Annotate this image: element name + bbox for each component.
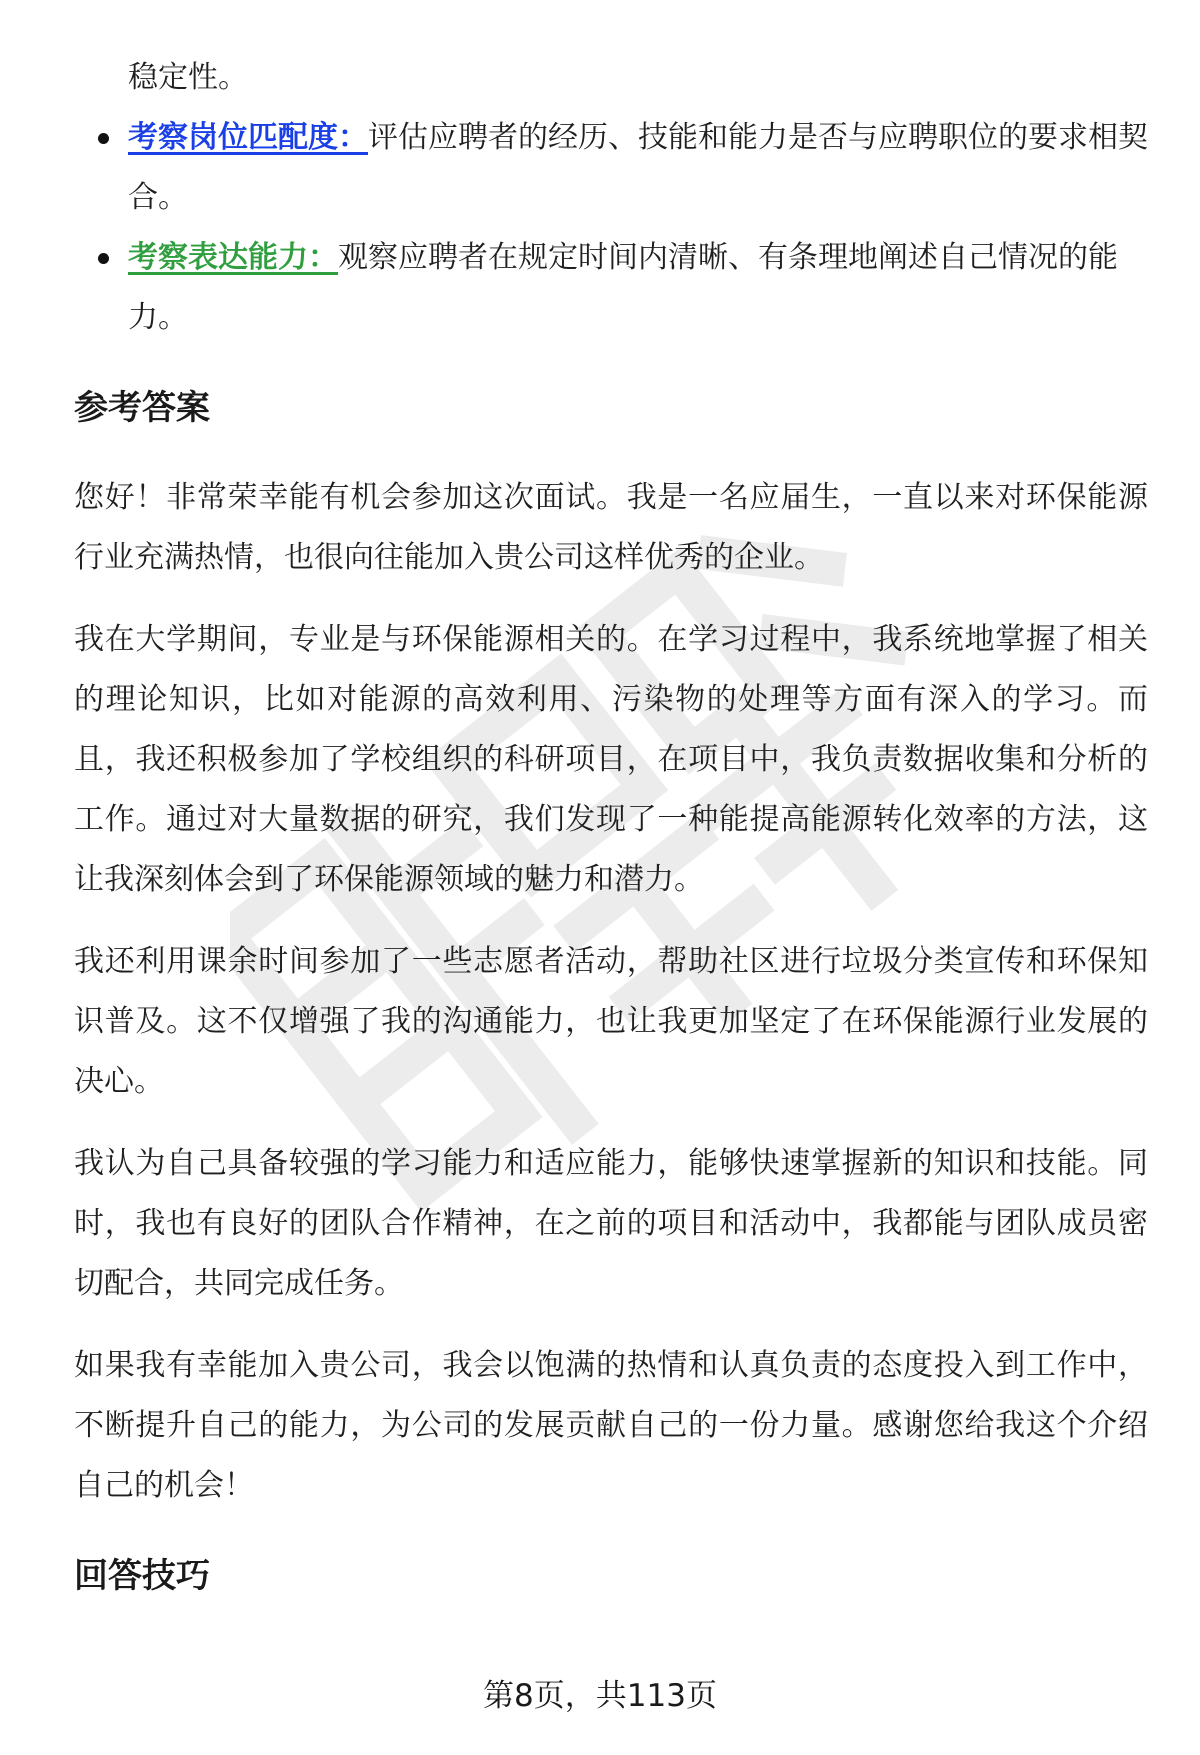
list-item: [74, 108, 1148, 228]
point-text: 观察应聘者在规定时间内清晰、有条理地阐述自己情况的能: [338, 240, 1118, 275]
answer-heading: 参考答案: [74, 388, 210, 428]
answer-paragraph: 您好！非常荣幸能有机会参加这次面试。我是一名应届生，一直以来对环保能源行业充满热情，也很向往能加入贵公司这样优秀的企业。: [74, 480, 1148, 575]
bullet-icon: [98, 133, 109, 144]
point-label-link[interactable]: 考察岗位匹配度：: [128, 120, 368, 155]
answer-paragraph: 我认为自己具备较强的学习能力和适应能力，能够快速掌握新的知识和技能。同时，我也有良好的团队合作精神，在之前的项目和活动中，我都能与团队成员密切配合，共同完成任务。: [74, 1146, 1148, 1301]
point-text-wrap: 合。: [128, 180, 188, 215]
document-body: [74, 48, 1148, 1606]
tips-heading: 回答技巧: [74, 1556, 210, 1596]
answer-paragraph: 如果我有幸能加入贵公司，我会以饱满的热情和认真负责的态度投入到工作中，不断提升自己的能力，为公司的发展贡献自己的一份力量。感谢您给我这个介绍自己的机会！: [74, 1348, 1148, 1503]
bullet-icon: [98, 253, 109, 264]
intro-continuation: 稳定性。: [128, 60, 248, 95]
answer-paragraph: 我还利用课余时间参加了一些志愿者活动，帮助社区进行垃圾分类宣传和环保知识普及。这不仅增强了我的沟通能力，也让我更加坚定了在环保能源行业发展的决心。: [74, 944, 1148, 1099]
point-label-link[interactable]: 考察表达能力：: [128, 240, 338, 275]
page-number: 第8页，共113页: [483, 1678, 717, 1714]
list-item: [74, 228, 1148, 348]
point-text-wrap: 力。: [128, 300, 188, 335]
point-text: 评估应聘者的经历、技能和能力是否与应聘职位的要求相契: [368, 120, 1148, 155]
assessment-points-list: [74, 108, 1148, 348]
answer-paragraph: 我在大学期间，专业是与环保能源相关的。在学习过程中，我系统地掌握了相关的理论知识，比如对能源的高效利用、污染物的处理等方面有深入的学习。而且，我还积极参加了学校组织的科研项目，在项目中，我负责数据收集和分析的工作。通过对大量数据的研究，我们发现了一种能提高能源转化效率的方法，这让我深刻体会到了环保能源领域的魅力和潜力。: [74, 622, 1148, 897]
